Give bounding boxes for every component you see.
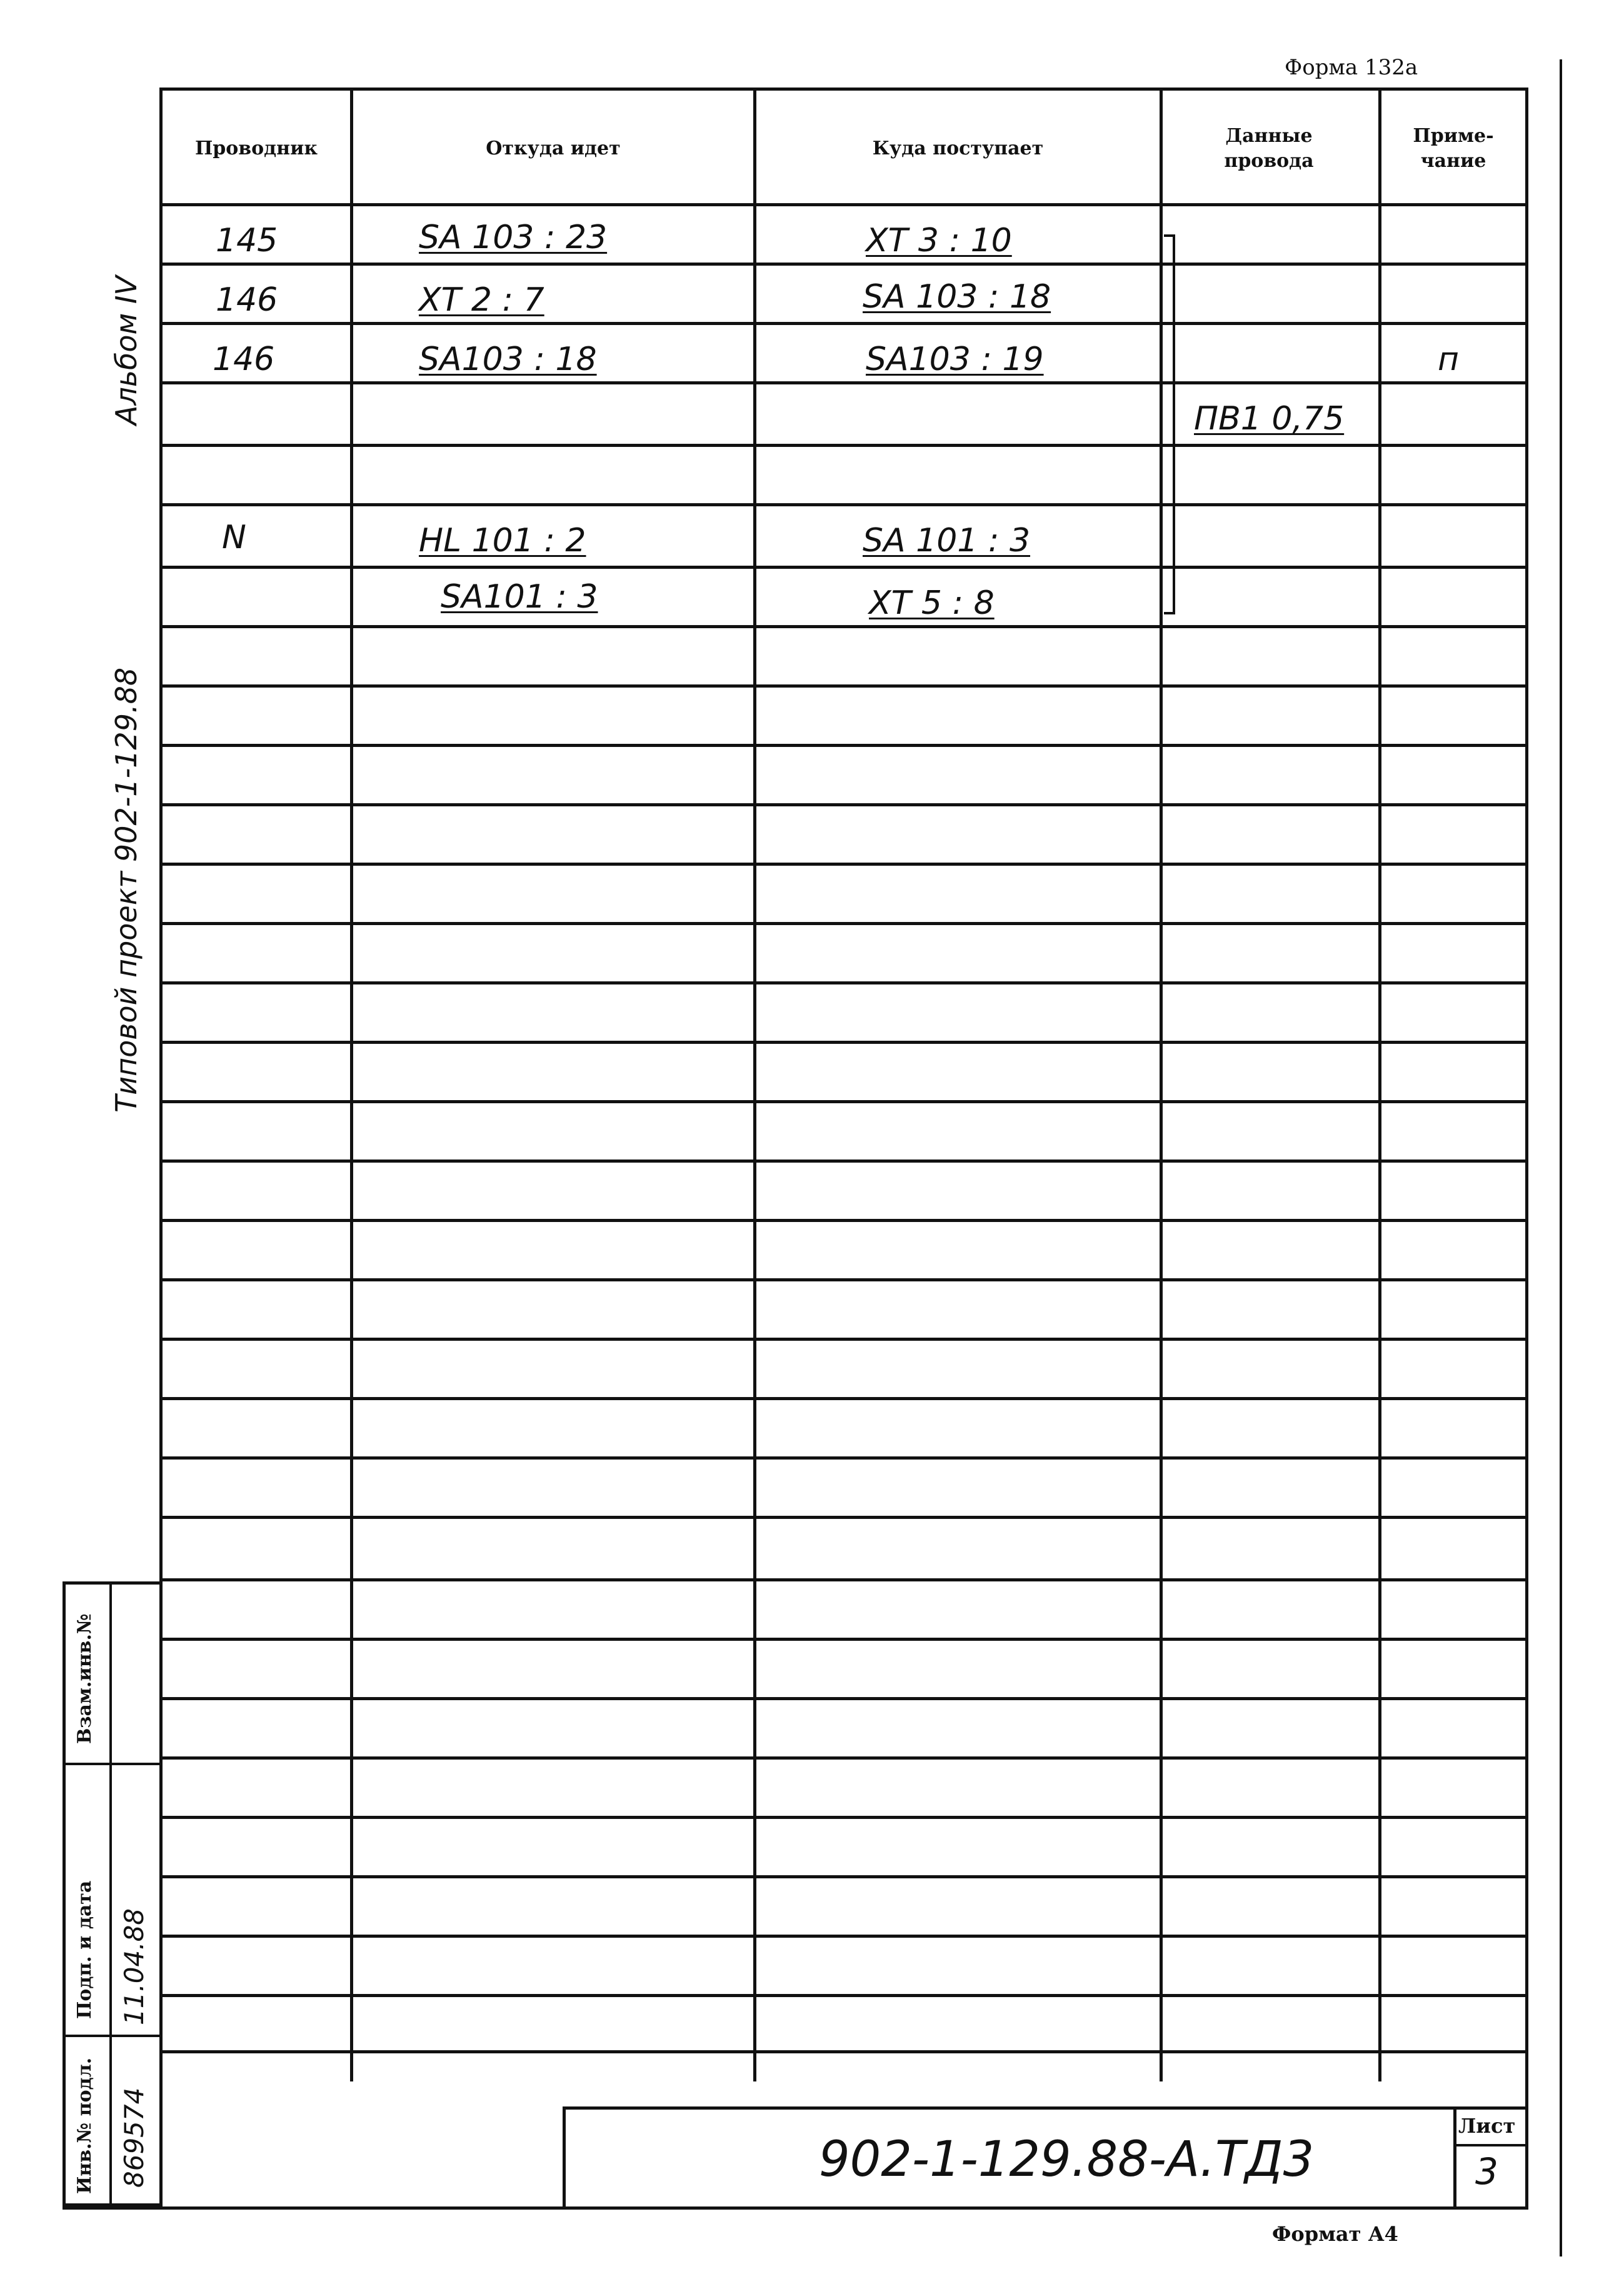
doc-code: 902-1-129.88-А.ТД3 xyxy=(819,2131,1315,2188)
table-row-line xyxy=(159,322,1528,325)
header-note: Приме- чание xyxy=(1413,124,1494,172)
table-row-line xyxy=(159,922,1528,925)
header-to: Куда поступает xyxy=(872,137,1044,159)
header-conductor: Проводник xyxy=(194,137,318,159)
stamp-inv-label: Инв.№ подл. xyxy=(74,2057,96,2194)
row-1-to: XT 3 : 10 xyxy=(866,222,1012,259)
table-row-line xyxy=(159,1697,1528,1700)
form-label: Форма 132а xyxy=(1285,55,1418,80)
stamp-podp-handwritten: 11.04.88 xyxy=(119,1908,149,2025)
table-row-line xyxy=(159,684,1528,688)
table-row-line xyxy=(159,981,1528,984)
table-row-line xyxy=(159,1041,1528,1044)
row-5-from: SA101 : 3 xyxy=(441,578,598,616)
table-row-line xyxy=(159,1994,1528,1997)
table-row-line xyxy=(159,503,1528,506)
table-row-line xyxy=(159,1278,1528,1281)
table-row-line xyxy=(159,1816,1528,1819)
title-block-sheet-sep xyxy=(1453,2106,1456,2210)
stamp-sep-1 xyxy=(63,1763,159,1765)
title-block-sheet-line xyxy=(1453,2144,1528,2146)
table-row-line xyxy=(159,1219,1528,1222)
table-row-line xyxy=(159,1338,1528,1341)
table-row-line xyxy=(159,1756,1528,1760)
col-sep-3 xyxy=(1160,88,1163,2081)
table-row-line xyxy=(159,803,1528,806)
row-2-conductor: 146 xyxy=(216,281,278,319)
frame-top-border xyxy=(159,88,1528,91)
table-row-line xyxy=(159,381,1528,384)
table-row-line xyxy=(159,1397,1528,1400)
stamp-vzam-label: Взам.инв.№ xyxy=(74,1613,96,1744)
sheet-label: Лист xyxy=(1458,2114,1516,2138)
col-sep-2 xyxy=(753,88,756,2081)
frame-left-border xyxy=(159,88,163,2210)
table-row-line xyxy=(159,1875,1528,1878)
row-4-to: SA 101 : 3 xyxy=(863,522,1031,559)
table-row-line xyxy=(159,1516,1528,1519)
row-3-from: SA103 : 18 xyxy=(419,341,597,378)
header-from: Откуда идет xyxy=(486,137,621,159)
wire-data-bracket xyxy=(1164,234,1175,614)
table-row-line xyxy=(159,203,1528,206)
stamp-sep-2 xyxy=(63,2035,159,2037)
row-5-to: XT 5 : 8 xyxy=(869,584,995,622)
row-3-to: SA103 : 19 xyxy=(866,341,1044,378)
table-row-line xyxy=(159,1456,1528,1460)
table-row-line xyxy=(159,566,1528,569)
frame-right-border xyxy=(1525,88,1528,2210)
row-2-to: SA 103 : 18 xyxy=(863,278,1051,316)
table-row-line xyxy=(159,2050,1528,2053)
table-row-line xyxy=(159,625,1528,628)
row-1-from: SA 103 : 23 xyxy=(419,219,608,256)
row-3-note: п xyxy=(1438,341,1459,378)
stamp-podp-label: Подп. и дата xyxy=(74,1880,96,2019)
table-row-line xyxy=(159,1638,1528,1641)
table-row-line xyxy=(159,1100,1528,1103)
table-row-line xyxy=(159,1578,1528,1581)
row-2-from: XT 2 : 7 xyxy=(419,281,544,319)
table-row-line xyxy=(159,863,1528,866)
side-title-project: Типовой проект 902-1-129.88 xyxy=(109,667,143,1113)
wire-data-value: ПВ1 0,75 xyxy=(1194,400,1345,438)
table-row-line xyxy=(159,263,1528,266)
table-row-line xyxy=(159,744,1528,747)
row-3-conductor: 146 xyxy=(213,341,275,378)
table-row-line xyxy=(159,1160,1528,1163)
outer-right-edge xyxy=(1560,59,1562,2256)
header-wire-data: Данные провода xyxy=(1224,124,1314,172)
side-title-album: Альбом IV xyxy=(109,276,143,425)
table-row-line xyxy=(159,444,1528,447)
stamp-inner-sep xyxy=(109,1581,112,2206)
table-row-line xyxy=(159,1935,1528,1938)
col-sep-4 xyxy=(1378,88,1381,2081)
row-1-conductor: 145 xyxy=(216,222,278,259)
stamp-inv-handwritten: 869574 xyxy=(119,2087,149,2188)
row-4-conductor: N xyxy=(222,519,246,556)
format-label: Формат А4 xyxy=(1272,2222,1398,2246)
sheet-number: 3 xyxy=(1475,2150,1498,2193)
row-4-from: HL 101 : 2 xyxy=(419,522,586,559)
col-sep-1 xyxy=(350,88,353,2081)
